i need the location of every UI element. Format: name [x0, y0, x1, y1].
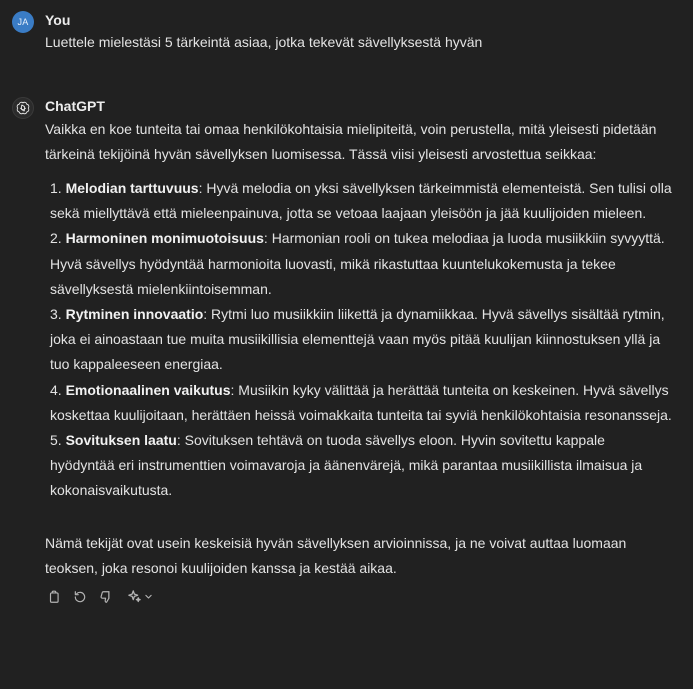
assistant-message-content — [45, 96, 673, 608]
model-switch-button[interactable] — [125, 588, 153, 606]
list-item — [50, 302, 673, 378]
list-item — [50, 428, 673, 504]
openai-logo-icon — [12, 97, 34, 119]
copy-icon[interactable] — [45, 588, 63, 606]
list-item-title: Emotionaalinen vaikutus — [65, 381, 231, 398]
list-item-title: Harmoninen monimuotoisuus — [65, 230, 264, 247]
factors-list — [45, 176, 673, 504]
user-author-name: You — [45, 12, 71, 28]
list-item — [50, 378, 673, 428]
list-item-number: 2. — [50, 230, 62, 247]
list-item-title: Melodian tarttuvuus — [65, 180, 199, 196]
assistant-intro-text: Vaikka en koe tunteita tai omaa henkilökohtaisia mielipiteitä, voin perustella, mitä yleisesti pidetään tärkeinä tekijöinä hyvän sävellyksen luomisessa. Tässä viisi yleisesti arvostettua seikkaa: — [45, 121, 657, 162]
sparkle-model-icon — [125, 588, 143, 606]
list-item-number: 3. — [50, 306, 62, 323]
list-item-text: : Hyvä melodia on yksi sävellyksen tärkeimmistä elementeistä. Sen tulisi olla sekä miellyttävä että mieleenpainuva, jotta se vetoaa laajaan yleisöön ja jää kuulijoiden mieleen. — [50, 180, 672, 222]
list-item-text: : Musiikin kyky välittää ja herättää tunteita on keskeinen. Hyvä sävellys koskettaa kuulijoitaan, herättäen heissä voimakkaita tunteita tai syviä henkilökohtaisia resonansseja. — [50, 381, 672, 423]
user-message-content — [45, 10, 673, 53]
chevron-down-icon — [144, 588, 153, 606]
list-item — [50, 176, 673, 226]
assistant-outro-text: Nämä tekijät ovat usein keskeisiä hyvän sävellyksen arvioinnissa, ja ne voivat auttaa luomaan teoksen, joka resonoi kuulijoiden kanssa ja kestää aikaa. — [45, 534, 627, 576]
list-item-text: : Sovituksen tehtävä on tuoda sävellys eloon. Hyvin sovitettu kappale hyödyntää eri instrumenttien voimavaroja ja äänenvärejä, mikä parantaa musiikillista ilmaisua ja kokonaisvaikutusta. — [50, 432, 643, 499]
list-item-number: 5. — [50, 432, 62, 449]
message-actions-bar — [45, 586, 673, 608]
list-item-title: Sovituksen laatu — [65, 432, 177, 449]
list-item-text: : Rytmi luo musiikkiin liikettä ja dynamiikkaa. Hyvä sävellys sisältää rytmin, joka ei ainoastaan tue muita musiikillisia elementtejä vaan myös pitää kuulijan kiinnostuksen yllä ja tuo kappaleeseen energiaa. — [50, 306, 665, 373]
list-item-title: Rytminen innovaatio — [65, 306, 204, 323]
regenerate-icon[interactable] — [71, 588, 89, 606]
list-item-number: 4. — [50, 381, 62, 398]
thumbs-down-icon[interactable] — [97, 588, 115, 606]
user-message-text: Luettele mielestäsi 5 tärkeintä asiaa, jotka tekevät sävellyksestä hyvän — [45, 34, 483, 50]
assistant-author-name: ChatGPT — [45, 98, 105, 114]
list-item-text: : Harmonian rooli on tukea melodiaa ja luoda musiikkiin syvyyttä. Hyvä sävellys hyödyntää harmonioita luovasti, mikä rikastuttaa kuuntelukokemusta ja tekee sävellyksestä mielenkiintoisemman. — [50, 230, 665, 297]
list-item-number: 1. — [50, 180, 62, 196]
user-avatar: JA — [12, 11, 34, 33]
list-item — [50, 226, 673, 302]
